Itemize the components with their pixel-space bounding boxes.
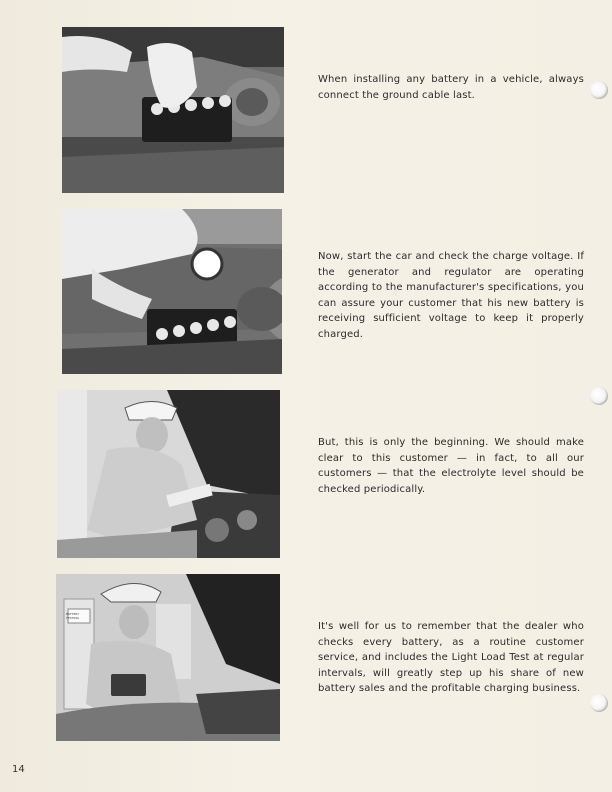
photo-light-load-test bbox=[56, 574, 280, 741]
photo-installing-battery bbox=[62, 27, 284, 193]
caption-2: Now, start the car and check the charge voltage. If the generator and regulator are operating according to the manufacturer's specifications, you can assure your customer that his new battery is receiving sufficient voltage to keep it properly charged. bbox=[318, 251, 584, 340]
photo-charge-voltage-check bbox=[62, 209, 282, 374]
binder-hole-middle bbox=[590, 387, 608, 405]
caption-1: When installing any battery in a vehicle, always connect the ground cable last. bbox=[318, 74, 584, 101]
caption-4: It's well for us to remember that the dealer who checks every battery, as a routine customer service, and includes the Light Load Test at regular intervals, will greatly step up his share of new battery sales and the profitable charging business. bbox=[318, 621, 584, 694]
photo-sign-text: BATTERY TESTING bbox=[66, 612, 80, 620]
caption-3: But, this is only the beginning. We should make clear to this customer — in fact, to all our customers — that the electrolyte level should be checked periodically. bbox=[318, 437, 584, 495]
photo-electrolyte-check bbox=[57, 390, 280, 558]
binder-hole-top bbox=[590, 81, 608, 99]
binder-hole-bottom bbox=[590, 694, 608, 712]
page-number: 14 bbox=[12, 764, 25, 775]
